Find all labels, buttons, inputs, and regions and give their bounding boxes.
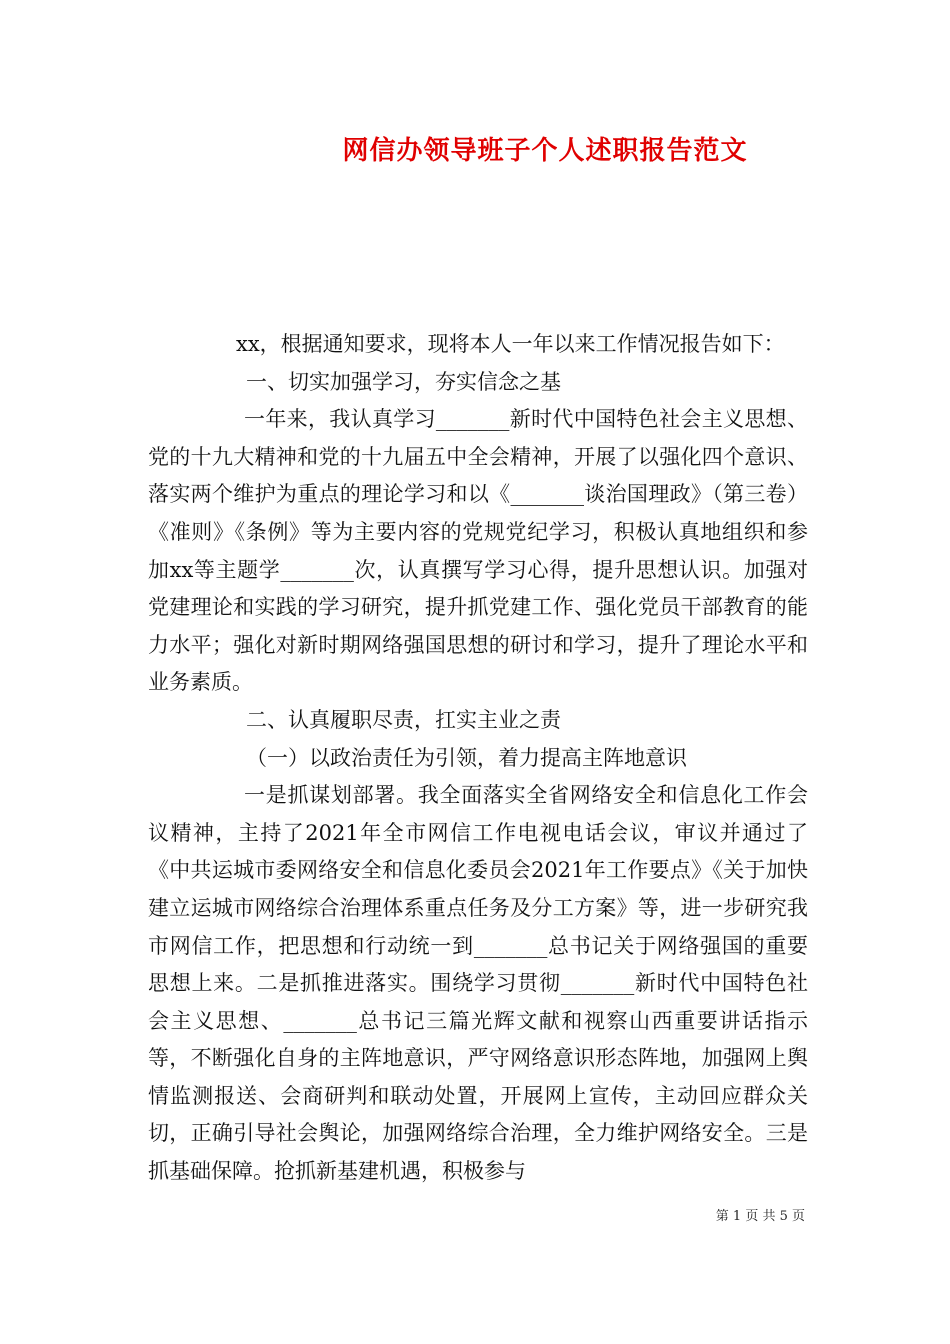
section-heading-1: 一、切实加强学习，夯实信念之基 (246, 369, 561, 394)
document-body (148, 326, 808, 1191)
body-paragraph-1: 一年来，我认真学习_______新时代中国特色社会主义思想、党的十九大精神和党的十九届五中全会精神，开展了以强化四个意识、落实两个维护为重点的理论学习和以《_______谈治国理政》（第三卷）《准则》《条例》等为主要内容的党规党纪学习，积极认真地组织和参加xx等主题学_______次，认真撰写学习心得，提升思想认识。加强对党建理论和实践的学习研究，提升抓党建工作、强化党员干部教育的能力水平；强化对新时期网络强国思想的研讨和学习，提升了理论水平和业务素质。 (148, 407, 808, 695)
intro-paragraph: xx，根据通知要求，现将本人一年以来工作情况报告如下： (236, 332, 785, 356)
section-heading-2: 二、认真履职尽责，扛实主业之责 (246, 707, 561, 732)
document-title: 网信办领导班子个人述职报告范文 (342, 136, 748, 166)
sub-heading-1: （一）以政治责任为引领，着力提高主阵地意识 (246, 745, 687, 770)
body-paragraph-2: 一是抓谋划部署。我全面落实全省网络安全和信息化工作会议精神，主持了2021年全市网信工作电视电话会议，审议并通过了《中共运城市委网络安全和信息化委员会2021年工作要点》《关于加快建立运城市网络综合治理体系重点任务及分工方案》等，进一步研究我市网信工作，把思想和行动统一到_______总书记关于网络强国的重要思想上来。二是抓推进落实。围绕学习贯彻_______新时代中国特色社会主义思想、_______总书记三篇光辉文献和视察山西重要讲话指示等，不断强化自身的主阵地意识，严守网络意识形态阵地，加强网上舆情监测报送、会商研判和联动处置，开展网上宣传，主动回应群众关切，正确引导社会舆论，加强网络综合治理，全力维护网络安全。三是抓基础保障。抢抓新基建机遇，积极参与 (148, 783, 808, 1184)
page-number-footer: 第 1 页 共 5 页 (715, 1209, 805, 1224)
